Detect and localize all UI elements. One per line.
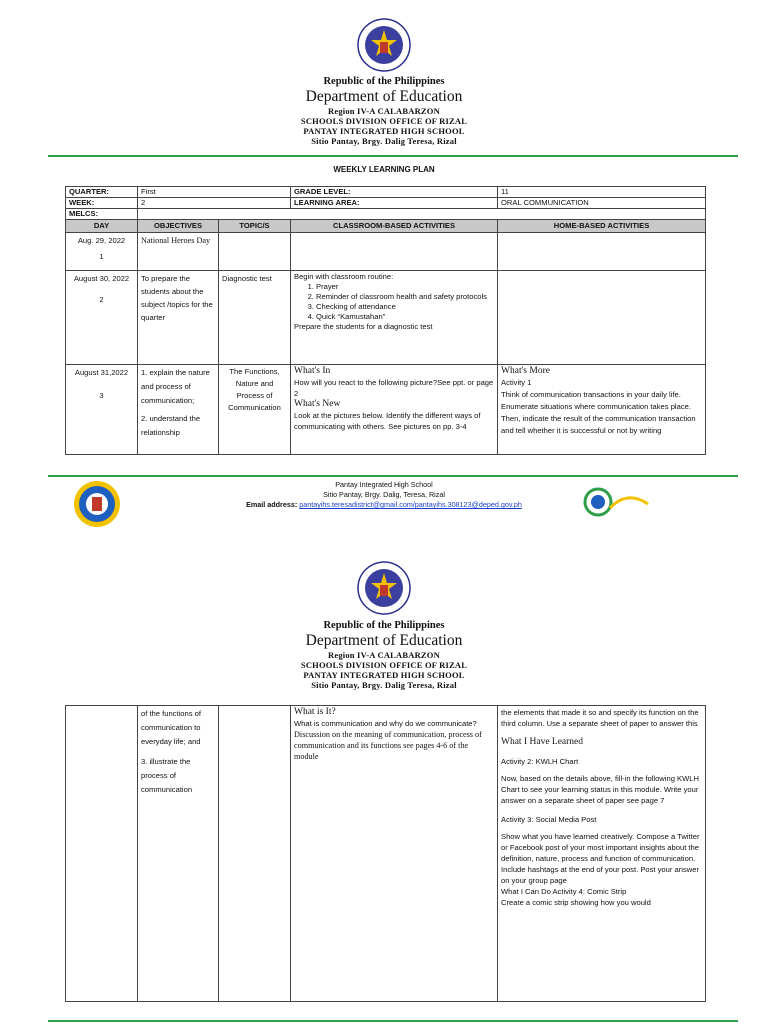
day-number: 3 bbox=[99, 391, 104, 400]
activity-2-heading: Activity 2: KWLH Chart bbox=[501, 757, 579, 766]
classroom-cell bbox=[291, 233, 498, 271]
footer-school: Pantay Integrated High School bbox=[335, 480, 433, 489]
learning-plan-table bbox=[65, 186, 706, 455]
letterhead bbox=[0, 620, 768, 690]
footer-divider bbox=[48, 1020, 738, 1022]
routine-end: Prepare the students for a diagnostic test bbox=[294, 322, 433, 331]
day-cell bbox=[66, 706, 138, 1002]
objectives-cell bbox=[138, 365, 219, 455]
week-label: WEEK: bbox=[66, 198, 138, 209]
footer-email-line bbox=[0, 500, 768, 510]
footer-divider bbox=[48, 475, 738, 477]
table-row-day-3-continued bbox=[66, 706, 706, 1002]
home-cell bbox=[498, 365, 706, 455]
routine-intro: Begin with classroom routine: bbox=[294, 272, 394, 281]
objectives-cell: To prepare the students about the subject /topics for the quarter bbox=[138, 271, 219, 365]
school-address: Sitio Pantay, Brgy. Dalig Teresa, Rizal bbox=[311, 680, 457, 690]
footer bbox=[0, 480, 768, 510]
learning-plan-table-continued bbox=[65, 705, 706, 1002]
area-value: ORAL COMMUNICATION bbox=[498, 198, 706, 209]
activity-2-text: Now, based on the details above, fill-in the following KWLH Chart to see your learning status in this module. Write your answer on a separate sheet of paper see page 7 bbox=[501, 774, 699, 805]
activity-1-text: Think of communication transactions in your daily life. Enumerate situations where communication takes place. Then, indicate the result of the communication transaction and tell whether it is successful or not by writing bbox=[501, 390, 696, 435]
division-text: SCHOOLS DIVISION OFFICE OF RIZAL bbox=[300, 660, 468, 670]
classroom-cell bbox=[291, 271, 498, 365]
footer-address: Sitio Pantay, Brgy. Dalig, Teresa, Rizal bbox=[323, 490, 445, 499]
info-row-quarter bbox=[66, 187, 706, 198]
department-title: Department of Education bbox=[305, 632, 463, 649]
what-is-it-heading: What is It? bbox=[294, 707, 336, 717]
col-topics: TOPIC/S bbox=[219, 220, 291, 233]
col-day: DAY bbox=[66, 220, 138, 233]
day-date: August 30, 2022 bbox=[73, 274, 130, 283]
deped-seal-icon bbox=[357, 561, 411, 615]
info-row-melcs bbox=[66, 209, 706, 220]
division-text: SCHOOLS DIVISION OFFICE OF RIZAL bbox=[300, 116, 468, 126]
objectives-cell: National Heroes Day bbox=[138, 233, 219, 271]
list-item: 3. Checking of attendance bbox=[316, 302, 494, 312]
whats-new-text: Look at the pictures below. Identify the different ways of communicating with others. See pictures on pp. 3-4 bbox=[294, 411, 481, 431]
day-cell bbox=[66, 233, 138, 271]
home-cell bbox=[498, 271, 706, 365]
school-address: Sitio Pantay, Brgy. Dalig Teresa, Rizal bbox=[311, 136, 457, 146]
day-number: 2 bbox=[99, 295, 104, 304]
day-date: August 31,2022 bbox=[74, 368, 129, 377]
col-objectives: OBJECTIVES bbox=[138, 220, 219, 233]
objective-2-continued: of the functions of communication to everyday life; and bbox=[141, 709, 201, 746]
list-item: 1. Prayer bbox=[316, 282, 494, 292]
info-row-week bbox=[66, 198, 706, 209]
quarter-value: First bbox=[138, 187, 291, 198]
department-title: Department of Education bbox=[305, 88, 463, 105]
classroom-cell bbox=[291, 365, 498, 455]
list-item: 4. Quick “Kamustahan” bbox=[316, 312, 494, 322]
classroom-cell bbox=[291, 706, 498, 1002]
grade-label: GRADE LEVEL: bbox=[291, 187, 498, 198]
letterhead bbox=[0, 76, 768, 146]
whats-new-heading: What's New bbox=[294, 399, 341, 409]
activity-4-text: Create a comic strip showing how you would bbox=[501, 898, 651, 907]
topic-cell bbox=[219, 233, 291, 271]
what-is-it-text: Discussion on the meaning of communication, process of communication and its functions see pages 4-6 of the module bbox=[294, 730, 482, 761]
week-value: 2 bbox=[138, 198, 291, 209]
activity-3-heading: Activity 3: Social Media Post bbox=[501, 815, 597, 824]
topic-cell: Diagnostic test bbox=[219, 271, 291, 365]
activity-1-heading: Activity 1 bbox=[501, 378, 532, 387]
table-row-day-3 bbox=[66, 365, 706, 455]
home-cell bbox=[498, 706, 706, 1002]
day-date: Aug. 29, 2022 bbox=[77, 236, 126, 245]
melcs-label: MELCS: bbox=[66, 209, 138, 220]
quarter-label: QUARTER: bbox=[66, 187, 138, 198]
whats-in-heading: What's In bbox=[294, 366, 331, 376]
whats-more-heading: What's More bbox=[501, 366, 550, 376]
table-row-day-1 bbox=[66, 233, 706, 271]
list-item: 2. Reminder of classroom health and safety protocols bbox=[316, 292, 494, 302]
grade-value: 11 bbox=[498, 187, 706, 198]
email-label: Email address: bbox=[246, 500, 298, 509]
plan-title: WEEKLY LEARNING PLAN bbox=[333, 165, 435, 174]
column-header-row bbox=[66, 220, 706, 233]
whats-in-text: How will you react to the following picture?See ppt. or page 2 bbox=[294, 378, 494, 398]
topic-cell bbox=[219, 706, 291, 1002]
day-cell bbox=[66, 365, 138, 455]
home-continued-text: the elements that made it so and specify its function on the third column. Use a separate sheet of paper to answer this bbox=[501, 708, 699, 728]
day-number: 1 bbox=[99, 252, 104, 261]
objective-1: 1. explain the nature and process of communication; bbox=[141, 368, 210, 405]
table-row-day-2 bbox=[66, 271, 706, 365]
pantay-logo-icon bbox=[582, 482, 652, 522]
email-link[interactable]: pantayihs.teresadistrict@gmail.com/pantayihs.308123@deped.gov.ph bbox=[299, 500, 522, 509]
header-divider bbox=[48, 155, 738, 157]
republic-text: Republic of the Philippines bbox=[323, 620, 445, 631]
deped-seal-icon bbox=[357, 18, 411, 72]
objectives-cell bbox=[138, 706, 219, 1002]
region-text: Region IV-A CALABARZON bbox=[328, 650, 440, 660]
area-label: LEARNING AREA: bbox=[291, 198, 498, 209]
col-home: HOME-BASED ACTIVITIES bbox=[498, 220, 706, 233]
melcs-value bbox=[138, 209, 706, 220]
what-is-it-question: What is communication and why do we communicate? bbox=[294, 719, 477, 728]
region-text: Region IV-A CALABARZON bbox=[328, 106, 440, 116]
home-cell bbox=[498, 233, 706, 271]
school-text: PANTAY INTEGRATED HIGH SCHOOL bbox=[303, 670, 465, 680]
learned-heading: What I Have Learned bbox=[501, 737, 584, 747]
topic-cell: The Functions, Nature and Process of Communication bbox=[219, 365, 291, 455]
day-cell bbox=[66, 271, 138, 365]
republic-text: Republic of the Philippines bbox=[323, 76, 445, 87]
objective-2: 2. understand the relationship bbox=[141, 414, 201, 437]
activity-4-heading: What I Can Do Activity 4: Comic Strip bbox=[501, 887, 627, 896]
school-text: PANTAY INTEGRATED HIGH SCHOOL bbox=[303, 126, 465, 136]
objective-3: 3. illustrate the process of communication bbox=[141, 757, 193, 794]
activity-3-text: Show what you have learned creatively. Compose a Twitter or Facebook post of your most important insights about the definition, nature, process and function of communication. Include hashtags at the end of your post. Post your answer on your group page bbox=[501, 832, 700, 885]
routine-list bbox=[294, 282, 494, 322]
col-classroom: CLASSROOM-BASED ACTIVITIES bbox=[291, 220, 498, 233]
